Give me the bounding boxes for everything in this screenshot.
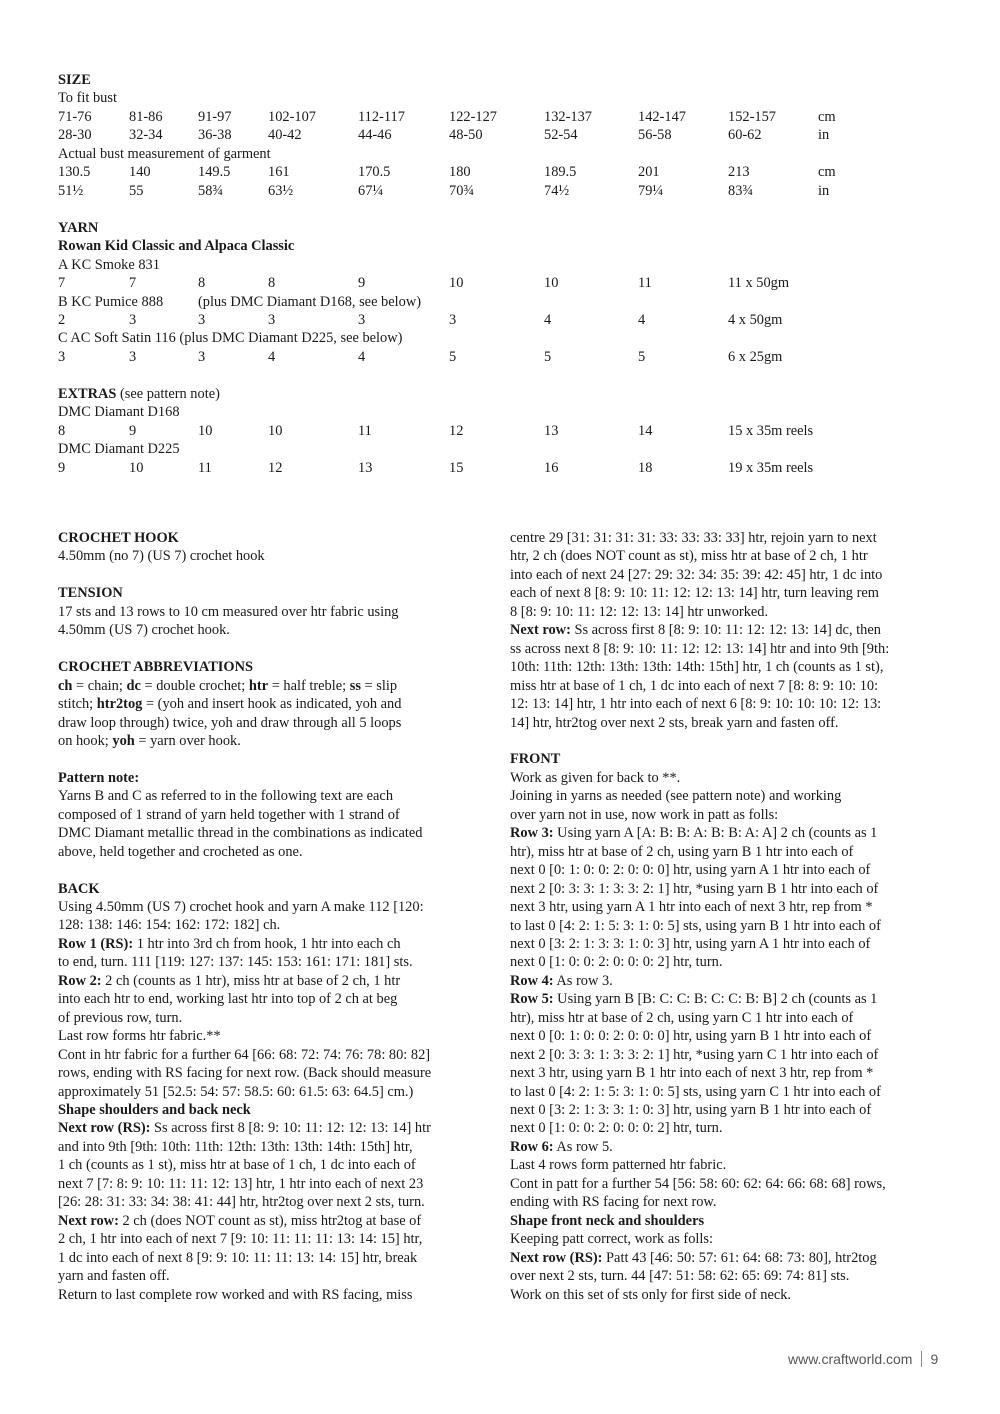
bold-term: ch: [58, 677, 73, 694]
pattern-note-heading: Pattern note:: [58, 769, 140, 786]
table-cell: 4: [268, 349, 276, 365]
text-run: into each of next 24 [27: 29: 32: 34: 35: 39: 42: 45] htr, 1 dc into: [510, 566, 883, 583]
back-instruction-line: [58, 1212, 488, 1230]
bold-term: Row 3:: [510, 825, 554, 842]
table-cell: 36-38: [198, 127, 232, 143]
front-instruction-line: [510, 824, 950, 842]
table-cell: 122-127: [449, 109, 497, 125]
front-instruction-line: [510, 1267, 950, 1285]
front-instruction-line: [510, 1286, 950, 1304]
front-instruction-line: [510, 1249, 950, 1267]
text-run: 2 ch, 1 htr into each of next 7 [9: 10: 11: 11: 11: 13: 14: 15] htr,: [58, 1231, 423, 1248]
spacer: [510, 732, 950, 750]
text-run: over next 2 sts, turn. 44 [47: 51: 58: 62: 65: 69: 74: 81] sts.: [510, 1268, 850, 1285]
front-instruction-line: [510, 1138, 950, 1156]
text-run: 2 ch (counts as 1 htr), miss htr at base of 2 ch, 1 htr: [101, 972, 401, 989]
back-continued-line: [510, 677, 950, 695]
text-run: into each htr to end, working last htr into top of 2 ch at beg: [58, 991, 398, 1008]
bold-term: Row 1 (RS):: [58, 935, 134, 952]
table-cell: 58¾: [198, 183, 224, 199]
front-instruction-line: [510, 1064, 950, 1082]
table-cell: 9: [129, 423, 137, 439]
back-instruction-line: [58, 935, 488, 953]
text-run: 8 [8: 9: 10: 11: 12: 12: 13: 14] htr unworked.: [510, 603, 769, 620]
table-cell: 6 x 25gm: [728, 349, 783, 365]
bold-term: Next row:: [58, 1212, 119, 1229]
table-cell: 10: [544, 275, 559, 291]
table-cell: 10: [268, 423, 283, 439]
back-instruction-line: [58, 1286, 488, 1304]
table-cell: 130.5: [58, 164, 91, 180]
bold-term: Shape front neck and shoulders: [510, 1212, 705, 1229]
text-run: = double crochet;: [140, 677, 249, 694]
text-run: over yarn not in use, now work in patt as folls:: [510, 806, 779, 823]
text-run: 10th: 11th: 12th: 13th: 13th: 14th: 15th] htr, 1 ch (counts as 1 st),: [510, 659, 884, 676]
bold-term: dc: [126, 677, 141, 694]
bold-term: Row 4:: [510, 972, 554, 989]
table-cell: cm: [818, 164, 836, 180]
text-run: 1 ch (counts as 1 st), miss htr at base of 1 ch, 1 dc into each of: [58, 1157, 416, 1174]
table-cell: 19 x 35m reels: [728, 460, 814, 476]
table-cell: 4: [544, 312, 552, 328]
table-cell: 11: [198, 460, 212, 476]
back-instruction-line: [58, 1064, 488, 1082]
bold-term: yoh: [112, 732, 135, 749]
front-instruction-line: [510, 917, 950, 935]
text-run: htr), miss htr at base of 2 ch, using yarn B 1 htr into each of: [510, 843, 854, 860]
table-cell: 70¾: [449, 183, 475, 199]
text-run: stitch;: [58, 696, 97, 713]
front-heading: FRONT: [510, 751, 561, 768]
text-run: Joining in yarns as needed (see pattern note) and working: [510, 788, 842, 805]
d225-label: DMC Diamant D225: [58, 441, 180, 457]
back-instruction-line: [58, 1027, 488, 1045]
back-instruction-line: [58, 1156, 488, 1174]
text-run: Last row forms htr fabric.**: [58, 1028, 221, 1045]
table-cell: 142-147: [638, 109, 686, 125]
back-instruction-line: [58, 1119, 488, 1137]
abbreviations-heading: CROCHET ABBREVIATIONS: [58, 659, 253, 676]
table-cell: 7: [129, 275, 137, 291]
text-run: htr), miss htr at base of 2 ch, using yarn C 1 htr into each of: [510, 1009, 854, 1026]
spacer: [58, 566, 488, 584]
abbreviations-line: [58, 732, 488, 750]
back-instruction-line: [58, 916, 488, 934]
table-cell: 102-107: [268, 109, 316, 125]
table-cell: 112-117: [358, 109, 405, 125]
text-run: rows, ending with RS facing for next row. (Back should measure: [58, 1065, 432, 1082]
table-cell: cm: [818, 109, 836, 125]
table-cell: 213: [728, 164, 750, 180]
front-instruction-line: [510, 972, 950, 990]
extras-note: (see pattern note): [116, 386, 220, 402]
back-instruction-line: [58, 990, 488, 1008]
back-instruction-line: [58, 1175, 488, 1193]
front-instruction-line: [510, 1175, 950, 1193]
table-cell: 14: [638, 423, 653, 439]
front-instruction-line: [510, 1230, 950, 1248]
table-cell: 15: [449, 460, 464, 476]
text-run: = yarn over hook.: [134, 732, 241, 749]
back-instruction-line: [58, 972, 488, 990]
table-cell: 91-97: [198, 109, 232, 125]
text-run: miss htr at base of 1 ch, 1 dc into each of next 7 [8: 8: 9: 10: 10:: [510, 677, 879, 694]
table-cell: 149.5: [198, 164, 231, 180]
table-cell: 40-42: [268, 127, 302, 143]
website-url: www.craftworld.com: [788, 1351, 913, 1367]
text-run: approximately 51 [52.5: 54: 57: 58.5: 60: 61.5: 63: 64.5] cm.): [58, 1083, 414, 1100]
table-cell: 4 x 50gm: [728, 312, 783, 328]
crochet-hook-heading: CROCHET HOOK: [58, 530, 179, 546]
text-run: Work on this set of sts only for first side of neck.: [510, 1286, 792, 1303]
spacer: [58, 640, 488, 658]
table-cell: 13: [544, 423, 559, 439]
bold-term: Shape shoulders and back neck: [58, 1101, 251, 1118]
table-cell: 180: [449, 164, 471, 180]
front-instruction-line: [510, 1046, 950, 1064]
bold-term: Next row (RS):: [510, 1249, 603, 1266]
table-cell: 10: [129, 460, 144, 476]
back-continued-line: [510, 529, 950, 547]
table-cell: 28-30: [58, 127, 92, 143]
tension-heading: TENSION: [58, 585, 123, 602]
table-cell: 4: [638, 312, 646, 328]
bold-term: Row 2:: [58, 972, 102, 989]
text-run: ending with RS facing for next row.: [510, 1194, 717, 1211]
text-run: next 7 [7: 8: 9: 10: 11: 11: 12: 13] htr, 1 htr into each of next 23: [58, 1175, 424, 1192]
text-run: next 3 htr, using yarn A 1 htr into each of next 3 htr, rep from *: [510, 899, 873, 916]
back-continued-line: [510, 547, 950, 565]
front-instruction-line: [510, 953, 950, 971]
text-run: and into 9th [9th: 10th: 11th: 12th: 13th: 13th: 14th: 15th] htr,: [58, 1138, 413, 1155]
front-instruction-line: [510, 1101, 950, 1119]
left-column: [58, 529, 488, 1304]
front-instruction-line: [510, 1083, 950, 1101]
table-cell: 83¾: [728, 183, 754, 199]
table-cell: 12: [268, 460, 283, 476]
table-cell: 3: [198, 349, 206, 365]
front-instruction-line: [510, 806, 950, 824]
text-run: next 0 [3: 2: 1: 3: 3: 1: 0: 3] htr, using yarn B 1 htr into each of: [510, 1102, 872, 1119]
text-run: [26: 28: 31: 33: 34: 38: 41: 44] htr, htr2tog over next 2 sts, turn.: [58, 1194, 425, 1211]
text-run: on hook;: [58, 732, 113, 749]
back-continued-line: [510, 621, 950, 639]
table-cell: 8: [58, 423, 66, 439]
table-cell: 3: [129, 312, 137, 328]
front-instruction-line: [510, 990, 950, 1008]
text-run: htr, 2 ch (does NOT count as st), miss htr at base of 2 ch, 1 htr: [510, 548, 868, 565]
front-instruction-line: [510, 769, 950, 787]
bold-term: Row 6:: [510, 1138, 554, 1155]
front-instruction-line: [510, 861, 950, 879]
text-run: yarn and fasten off.: [58, 1268, 170, 1285]
page-number: 9: [930, 1351, 939, 1367]
page-footer: [788, 1350, 938, 1369]
table-cell: 60-62: [728, 127, 762, 143]
yarn-b-note: (plus DMC Diamant D168, see below): [198, 294, 422, 310]
text-run: next 0 [1: 0: 0: 2: 0: 0: 0: 2] htr, turn.: [510, 1120, 723, 1137]
text-run: Using 4.50mm (US 7) crochet hook and yarn A make 112 [120:: [58, 899, 424, 915]
crochet-hook-text: 4.50mm (no 7) (US 7) crochet hook: [58, 548, 265, 565]
text-run: ss across next 8 [8: 9: 10: 11: 12: 12: 13: 14] htr and into 9th [9th:: [510, 640, 890, 657]
d168-label: DMC Diamant D168: [58, 404, 180, 420]
right-column: [510, 529, 950, 1304]
back-instruction-line: [58, 1101, 488, 1119]
table-cell: 2: [58, 312, 66, 328]
bold-term: htr2tog: [96, 696, 143, 713]
text-run: next 0 [0: 1: 0: 0: 2: 0: 0: 0] htr, using yarn B 1 htr into each of: [510, 1028, 872, 1045]
text-run: = half treble;: [268, 677, 350, 694]
text-run: next 3 htr, using yarn B 1 htr into each of next 3 htr, rep from *: [510, 1065, 874, 1082]
table-cell: 74½: [544, 183, 570, 199]
text-run: next 2 [0: 3: 3: 1: 3: 3: 2: 1] htr, *using yarn B 1 htr into each of: [510, 880, 879, 897]
table-cell: in: [818, 183, 830, 199]
table-cell: 8: [198, 275, 206, 291]
yarn-c-label: C AC Soft Satin 116 (plus DMC Diamant D225, see below): [58, 330, 403, 346]
table-cell: 11: [638, 275, 652, 291]
text-run: Work as given for back to **.: [510, 769, 681, 786]
table-cell: 9: [58, 460, 66, 476]
text-run: to end, turn. 111 [119: 127: 137: 145: 153: 161: 171: 181] sts.: [58, 954, 413, 971]
table-cell: 5: [449, 349, 457, 365]
table-cell: 152-157: [728, 109, 776, 125]
front-instruction-line: [510, 1212, 950, 1230]
table-cell: 63½: [268, 183, 294, 199]
text-run: next 0 [1: 0: 0: 2: 0: 0: 0: 2] htr, turn.: [510, 954, 723, 971]
front-instruction-line: [510, 1119, 950, 1137]
table-cell: 81-86: [129, 109, 163, 125]
table-cell: 79¼: [638, 183, 664, 199]
table-cell: 52-54: [544, 127, 578, 143]
table-cell: 5: [544, 349, 552, 365]
text-run: 2 ch (does NOT count as st), miss htr2tog at base of: [118, 1212, 422, 1229]
text-run: next 0 [3: 2: 1: 3: 3: 1: 0: 3] htr, using yarn A 1 htr into each of: [510, 935, 871, 952]
table-cell: 15 x 35m reels: [728, 423, 814, 439]
table-cell: 13: [358, 460, 373, 476]
text-run: Keeping patt correct, work as folls:: [510, 1231, 714, 1248]
table-cell: 3: [129, 349, 137, 365]
table-cell: 5: [638, 349, 646, 365]
bold-term: ss: [349, 677, 361, 694]
table-cell: 9: [358, 275, 366, 291]
text-run: to last 0 [4: 2: 1: 5: 3: 1: 0: 5] sts, using yarn B 1 htr into each of: [510, 917, 881, 934]
text-run: Using yarn B [B: C: C: B: C: C: B: B] 2 ch (counts as 1: [553, 991, 878, 1008]
back-continued-line: [510, 603, 950, 621]
table-cell: 10: [449, 275, 464, 291]
table-cell: 32-34: [129, 127, 163, 143]
table-cell: 44-46: [358, 127, 392, 143]
front-instruction-line: [510, 787, 950, 805]
table-cell: 18: [638, 460, 653, 476]
text-run: Patt 43 [46: 50: 57: 61: 64: 68: 73: 80], htr2tog: [602, 1249, 877, 1266]
table-cell: 8: [268, 275, 276, 291]
table-cell: 7: [58, 275, 66, 291]
front-instruction-line: [510, 1027, 950, 1045]
table-cell: 3: [358, 312, 366, 328]
table-cell: 12: [449, 423, 464, 439]
bold-term: Next row:: [510, 622, 571, 639]
back-instruction-line: [58, 1009, 488, 1027]
table-cell: 3: [198, 312, 206, 328]
size-heading: SIZE: [58, 72, 91, 88]
front-instruction-line: [510, 1156, 950, 1174]
text-run: Last 4 rows form patterned htr fabric.: [510, 1157, 727, 1174]
table-cell: 3: [268, 312, 276, 328]
text-run: Cont in htr fabric for a further 64 [66: 68: 72: 74: 76: 78: 80: 82]: [58, 1046, 431, 1063]
table-cell: 67¼: [358, 183, 384, 199]
back-instruction-line: [58, 1083, 488, 1101]
table-cell: 56-58: [638, 127, 672, 143]
back-continued-line: [510, 584, 950, 602]
to-fit-label: To fit bust: [58, 90, 117, 106]
text-run: of previous row, turn.: [58, 1009, 183, 1026]
front-instruction-line: [510, 880, 950, 898]
table-cell: 11: [358, 423, 372, 439]
text-run: 128: 138: 146: 154: 162: 172: 182] ch.: [58, 917, 281, 934]
text-run: = slip: [360, 677, 398, 694]
table-cell: 51½: [58, 183, 84, 199]
text-run: 14] htr, htr2tog over next 2 sts, break yarn and fasten off.: [510, 714, 839, 731]
actual-label: Actual bust measurement of garment: [58, 146, 271, 162]
pattern-note-line: Yarns B and C as referred to in the following text are each: [58, 788, 394, 805]
pattern-note-line: above, held together and crocheted as one.: [58, 843, 303, 860]
back-instruction-line: [58, 1249, 488, 1267]
text-run: next 2 [0: 3: 3: 1: 3: 3: 2: 1] htr, *using yarn C 1 htr into each of: [510, 1046, 879, 1063]
front-instruction-line: [510, 1009, 950, 1027]
text-run: = (yoh and insert hook as indicated, yoh and: [142, 696, 402, 713]
text-run: As row 3.: [553, 972, 613, 989]
tension-line: 17 sts and 13 rows to 10 cm measured over htr fabric using: [58, 603, 399, 620]
bold-term: Next row (RS):: [58, 1120, 151, 1137]
table-cell: 11 x 50gm: [728, 275, 790, 291]
bold-term: Row 5:: [510, 991, 554, 1008]
pattern-note-line: composed of 1 strand of yarn held together with 1 strand of: [58, 806, 400, 823]
text-run: As row 5.: [553, 1138, 613, 1155]
extras-heading: [58, 385, 220, 403]
front-instruction-line: [510, 935, 950, 953]
table-cell: 201: [638, 164, 660, 180]
text-run: = chain;: [72, 677, 127, 694]
yarn-a-label: A KC Smoke 831: [58, 257, 160, 273]
yarn-b-label: B KC Pumice 888: [58, 294, 164, 310]
front-instruction-line: [510, 1193, 950, 1211]
text-run: to last 0 [4: 2: 1: 5: 3: 1: 0: 5] sts, using yarn C 1 htr into each of: [510, 1083, 881, 1100]
front-instruction-line: [510, 843, 950, 861]
back-continued-line: [510, 640, 950, 658]
table-cell: 10: [198, 423, 213, 439]
extras-title: EXTRAS: [58, 386, 117, 402]
back-instruction-line: [58, 1267, 488, 1285]
abbreviations-line: [58, 677, 488, 695]
back-heading: BACK: [58, 880, 100, 897]
text-run: centre 29 [31: 31: 31: 31: 33: 33: 33: 33] htr, rejoin yarn to next: [510, 530, 877, 546]
yarn-brand: Rowan Kid Classic and Alpaca Classic: [58, 238, 295, 254]
abbreviations-line: [58, 714, 488, 732]
back-instruction-line: [58, 1193, 488, 1211]
footer-divider: [921, 1351, 922, 1367]
front-instruction-line: [510, 898, 950, 916]
table-cell: 71-76: [58, 109, 92, 125]
bold-term: htr: [248, 677, 269, 694]
text-run: Return to last complete row worked and with RS facing, miss: [58, 1286, 413, 1303]
back-instruction-line: [58, 953, 488, 971]
pattern-note-line: DMC Diamant metallic thread in the combinations as indicated: [58, 825, 423, 842]
table-cell: 132-137: [544, 109, 592, 125]
back-continued-line: [510, 714, 950, 732]
text-run: each of next 8 [8: 9: 10: 11: 12: 12: 13: 14] htr, turn leaving rem: [510, 585, 879, 602]
text-run: 12: 13: 14] htr, 1 htr into each of next 6 [8: 9: 10: 10: 10: 12: 13:: [510, 696, 882, 713]
yarn-heading: YARN: [58, 220, 99, 236]
table-cell: 3: [58, 349, 66, 365]
back-instruction-line: [58, 1138, 488, 1156]
back-instruction-line: [58, 898, 488, 916]
table-cell: 55: [129, 183, 144, 199]
text-run: Ss across first 8 [8: 9: 10: 11: 12: 12: 13: 14] dc, then: [570, 622, 881, 639]
back-instruction-line: [58, 1046, 488, 1064]
tension-line: 4.50mm (US 7) crochet hook.: [58, 622, 230, 639]
text-run: 1 htr into 3rd ch from hook, 1 htr into each ch: [133, 935, 401, 952]
table-cell: 4: [358, 349, 366, 365]
text-run: next 0 [0: 1: 0: 0: 2: 0: 0: 0] htr, using yarn A 1 htr into each of: [510, 862, 871, 879]
table-cell: 3: [449, 312, 457, 328]
back-instruction-line: [58, 1230, 488, 1248]
abbreviations-line: [58, 695, 488, 713]
back-continued-line: [510, 695, 950, 713]
spacer: [58, 750, 488, 768]
table-cell: 48-50: [449, 127, 483, 143]
text-run: draw loop through) twice, yoh and draw through all 5 loops: [58, 714, 402, 731]
table-cell: 16: [544, 460, 559, 476]
spacer: [58, 861, 488, 879]
text-run: Ss across first 8 [8: 9: 10: 11: 12: 12: 13: 14] htr: [150, 1120, 431, 1137]
text-run: 1 dc into each of next 8 [9: 9: 10: 11: 11: 13: 14: 15] htr, break: [58, 1249, 418, 1266]
text-run: Using yarn A [A: B: B: A: B: B: A: A] 2 ch (counts as 1: [553, 825, 878, 842]
table-cell: in: [818, 127, 830, 143]
back-continued-line: [510, 566, 950, 584]
table-cell: 161: [268, 164, 290, 180]
text-run: Cont in patt for a further 54 [56: 58: 60: 62: 64: 66: 68: 68] rows,: [510, 1175, 886, 1192]
table-cell: 189.5: [544, 164, 577, 180]
table-cell: 170.5: [358, 164, 391, 180]
table-cell: 140: [129, 164, 151, 180]
back-continued-line: [510, 658, 950, 676]
